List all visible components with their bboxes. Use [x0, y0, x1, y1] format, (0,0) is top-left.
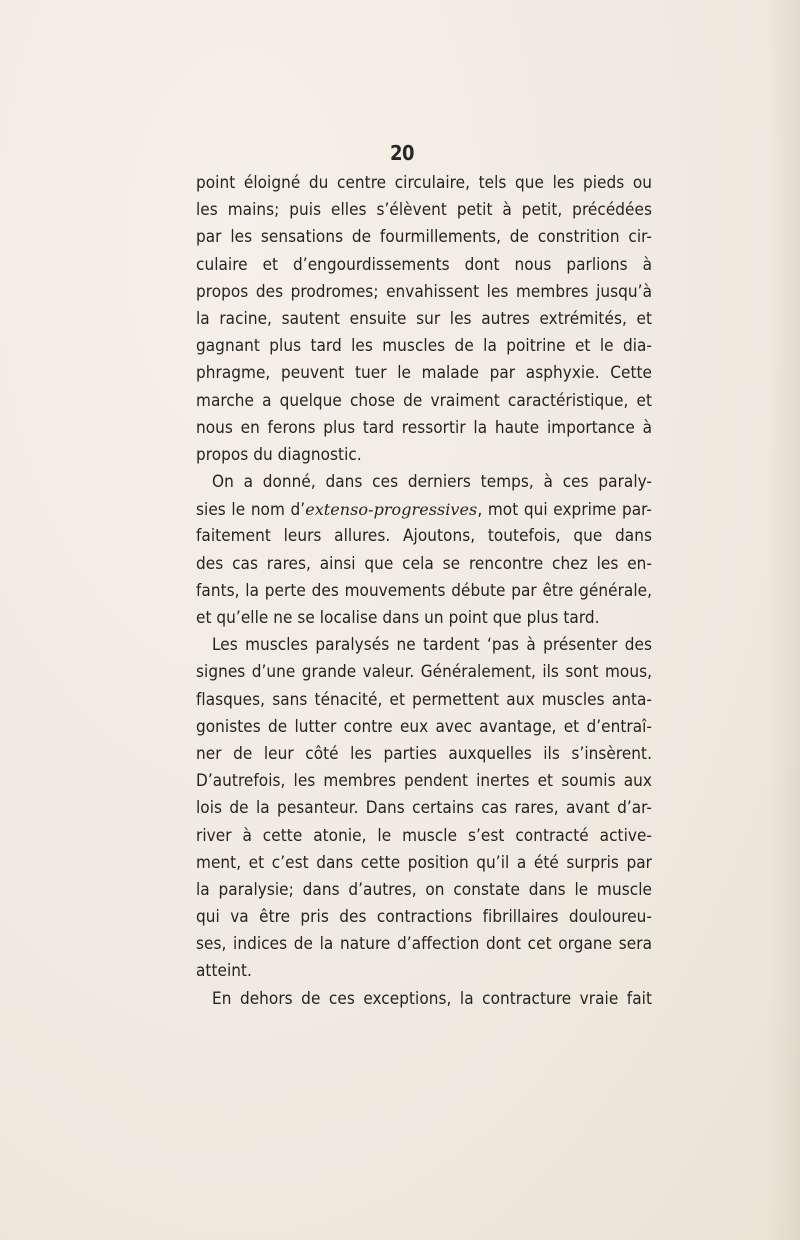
page-number: 20	[389, 141, 415, 165]
text-line: marche a quelque chose de vraiment caractéristique, et	[196, 390, 652, 411]
text-line: propos des prodromes; envahissent les membres jusqu’à	[196, 281, 652, 302]
text-line: flasques, sans ténacité, et permettent aux muscles anta-	[196, 689, 652, 710]
paragraph-start-line: En dehors de ces exceptions, la contracture vraie fait	[212, 988, 652, 1009]
text-line: signes d’une grande valeur. Généralement, ils sont mous,	[196, 662, 652, 683]
text-line: la racine, sautent ensuite sur les autres extrémités, et	[196, 308, 652, 329]
text-line: des cas rares, ainsi que cela se rencontre chez les en-	[196, 553, 652, 574]
text-line: ner de leur côté les parties auxquelles ils s’insèrent.	[196, 743, 652, 764]
text-line: D’autrefois, les membres pendent inertes et soumis aux	[196, 771, 652, 792]
text-line: ment, et c’est dans cette position qu’il a été surpris par	[196, 852, 652, 873]
text-line: par les sensations de fourmillements, de constrition cir-	[196, 227, 652, 248]
text-line: la paralysie; dans d’autres, on constate dans le muscle	[196, 879, 652, 900]
text-line: gagnant plus tard les muscles de la poitrine et le dia-	[196, 336, 652, 357]
text-line: atteint.	[196, 961, 252, 982]
text-line: gonistes de lutter contre eux avec avantage, et d’entraî-	[196, 716, 652, 737]
text-line: point éloigné du centre circulaire, tels que les pieds ou	[196, 173, 652, 193]
text-line: culaire et d’engourdissements dont nous parlions à	[196, 254, 652, 275]
paragraph-start-line: On a donné, dans ces derniers temps, à ces paraly-	[212, 472, 652, 493]
text-line: lois de la pesanteur. Dans certains cas rares, avant d’ar-	[196, 798, 652, 819]
text-line: nous en ferons plus tard ressortir la haute importance à	[196, 417, 652, 438]
body-text	[196, 170, 652, 1013]
text-fragment: sies le nom d’	[196, 500, 306, 521]
text-line: les mains; puis elles s’élèvent petit à petit, précédées	[196, 200, 652, 221]
text-line-with-emphasis	[196, 496, 652, 523]
text-line: river à cette atonie, le muscle s’est contracté active-	[196, 825, 652, 846]
text-line: qui va être pris des contractions fibrillaires douloureu-	[196, 907, 652, 928]
paragraph-start-line: Les muscles paralysés ne tardent ‘pas à présenter des	[212, 635, 652, 656]
text-line: faitement leurs allures. Ajoutons, toutefois, que dans	[196, 526, 652, 547]
text-line: phragme, peuvent tuer le malade par asphyxie. Cette	[196, 363, 652, 384]
text-line: propos du diagnostic.	[196, 444, 362, 465]
text-line: ses, indices de la nature d’affection dont cet organe sera	[196, 934, 652, 955]
text-line: fants, la perte des mouvements débute par être générale,	[196, 580, 652, 601]
text-fragment: , mot qui exprime par-	[477, 500, 652, 521]
emphasized-term: extenso-progressives	[305, 500, 478, 520]
text-line: et qu’elle ne se localise dans un point que plus tard.	[196, 608, 600, 628]
